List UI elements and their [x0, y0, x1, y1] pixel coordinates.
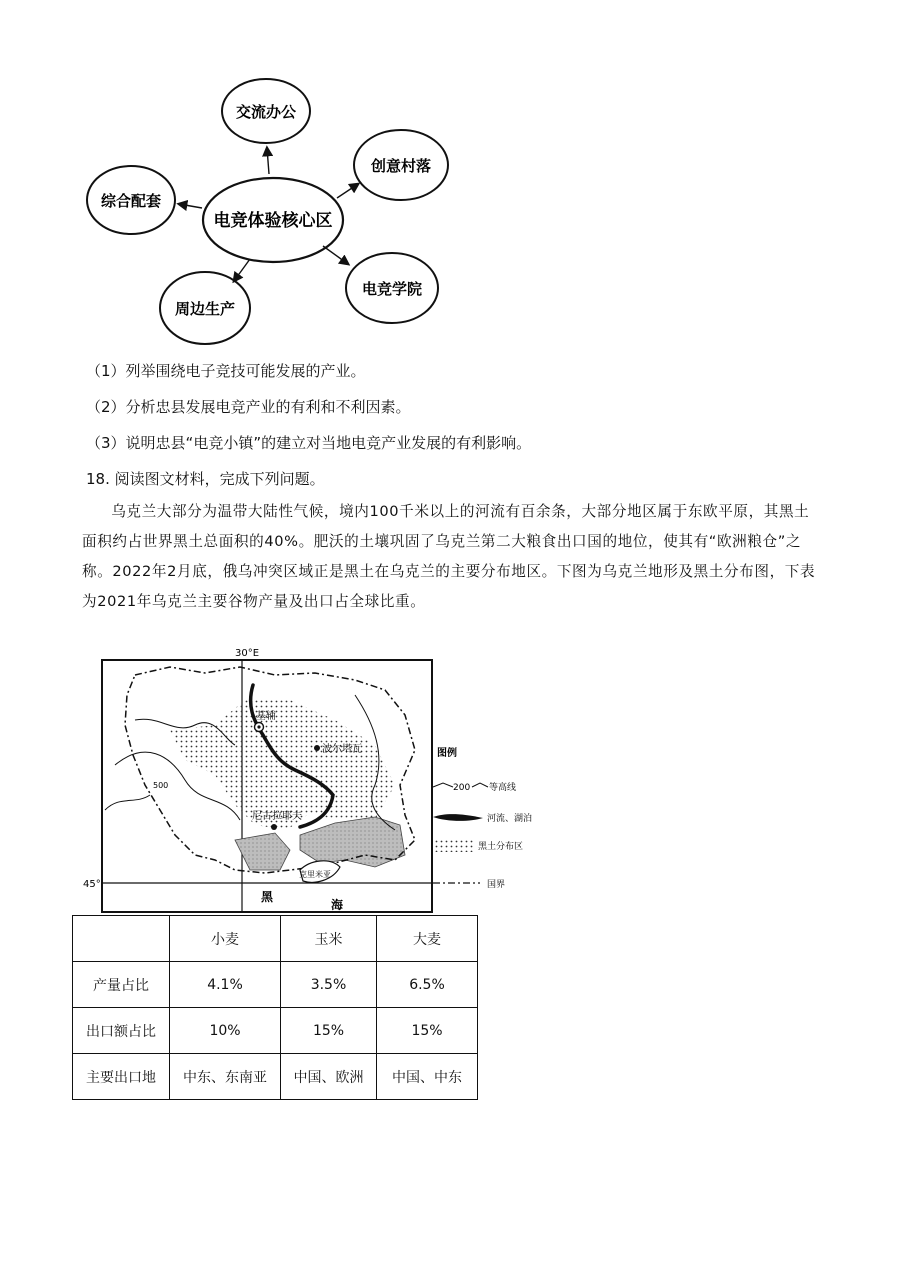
table-cell: 4.1% [170, 962, 281, 1008]
sea-label-1: 黑 [261, 890, 274, 904]
center-label: 电竞体验核心区 [213, 211, 333, 231]
table-header-cell [73, 916, 170, 962]
city-poltava: 波尔塔瓦 [322, 744, 362, 755]
table-cell: 15% [281, 1008, 377, 1054]
legend-contour-symbol [472, 783, 488, 787]
table-row [73, 1054, 478, 1100]
ukraine-map [75, 645, 533, 917]
table-cell: 6.5% [377, 962, 478, 1008]
lon-label: 30°E [235, 648, 260, 659]
node-label-left: 综合配套 [100, 192, 162, 210]
legend-blacksoil-label: 黑土分布区 [478, 842, 524, 852]
legend-river-symbol [433, 814, 483, 821]
city-kyiv: 基辅 [256, 711, 276, 722]
table-row [73, 962, 478, 1008]
table-cell: 主要出口地 [73, 1054, 170, 1100]
legend-border-label: 国界 [487, 880, 506, 890]
node-label-top: 交流办公 [235, 103, 297, 121]
question-3: （3）说明忠县“电竞小镇”的建立对当地电竞产业发展的有利影响。 [86, 434, 532, 452]
table-cell: 10% [170, 1008, 281, 1054]
arrow [337, 184, 358, 198]
table-cell: 中东、东南亚 [170, 1054, 281, 1100]
table-cell: 中国、欧洲 [281, 1054, 377, 1100]
sea-label-2: 海 [331, 898, 344, 912]
table-header-cell: 玉米 [281, 916, 377, 962]
city-marker [314, 745, 320, 751]
arrow [267, 148, 269, 174]
table-header-cell: 小麦 [170, 916, 281, 962]
node-label-lower-right: 电竞学院 [361, 280, 423, 298]
crimea-label: 克里米亚 [299, 870, 331, 879]
question-1: （1）列举围绕电子竞技可能发展的产业。 [86, 362, 366, 380]
node-label-upper-right: 创意村落 [370, 157, 432, 175]
legend-river-label: 河流、湖泊 [487, 814, 533, 824]
arrow [323, 246, 348, 264]
city-marker-capital-dot [257, 725, 260, 728]
legend-title: 图例 [437, 748, 457, 759]
question-2: （2）分析忠县发展电竞产业的有利和不利因素。 [86, 398, 411, 416]
table-cell: 出口额占比 [73, 1008, 170, 1054]
table-header-row [73, 916, 478, 962]
node-label-lower-left: 周边生产 [174, 300, 236, 318]
city-mykolaiv: 尼古拉耶夫 [252, 811, 302, 822]
contour-label: 500 [153, 781, 169, 790]
lat-label: 45° [83, 879, 101, 890]
arrow [179, 204, 202, 208]
concept-map [80, 78, 470, 353]
legend-blacksoil-symbol [435, 838, 473, 852]
city-marker [271, 824, 277, 830]
legend-contour-label: 等高线 [489, 783, 517, 793]
table-cell: 中国、中东 [377, 1054, 478, 1100]
table-cell: 3.5% [281, 962, 377, 1008]
legend-contour-symbol [433, 783, 453, 787]
table-cell: 产量占比 [73, 962, 170, 1008]
q18-title: 18. 阅读图文材料，完成下列问题。 [86, 470, 325, 488]
grain-table [72, 915, 478, 1100]
legend-contour-value: 200 [453, 783, 471, 793]
arrow [234, 259, 250, 281]
table-row [73, 1008, 478, 1054]
q18-paragraph: 乌克兰大部分为温带大陆性气候，境内100千米以上的河流有百余条，大部分地区属于东欧平原，其黑土面积约占世界黑土总面积的40%。肥沃的土壤巩固了乌克兰第二大粮食出口国的地位，使其有“欧洲粮仓”之称。2022年2月底，俄乌冲突区域正是黑土在乌克兰的主要分布地区。下图为乌克兰地形及黑土分布图，下表为2021年乌克兰主要谷物产量及出口占全球比重。 [82, 503, 816, 610]
table-header-cell: 大麦 [377, 916, 478, 962]
table-cell: 15% [377, 1008, 478, 1054]
